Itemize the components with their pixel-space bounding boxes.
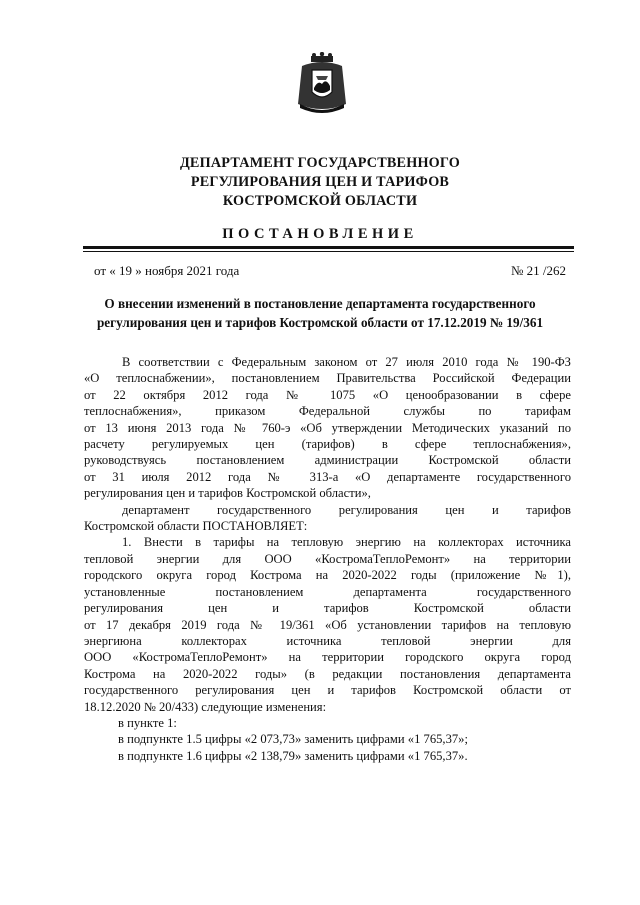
body-line: руководствуясь постановлением администрации Костромской области (84, 453, 571, 468)
body-line: в подпункте 1.6 цифры «2 138,79» заменить цифрами «1 765,37». (118, 748, 468, 763)
subject-line-2: регулирования цен и тарифов Костромской области от 17.12.2019 № 19/361 (96, 315, 544, 330)
body-line: от 17 декабря 2019 года № 19/361 «Об установлении тарифов на тепловую (84, 617, 571, 632)
document-subject (60, 294, 580, 332)
body-line: В соответствии с Федеральным законом от 27 июля 2010 года № 190-ФЗ (122, 355, 571, 369)
body-line: расчету регулируемых цен (тарифов) в сфере теплоснабжения», (84, 437, 571, 452)
body-line: 1. Внести в тарифы на тепловую энергию на коллекторах источника (122, 535, 571, 550)
body-line: Костромской области ПОСТАНОВЛЯЕТ: (84, 519, 308, 534)
body-line: департамент государственного регулирования цен и тарифов (122, 502, 571, 517)
body-line: регулирования цен и тарифов Костромской области (84, 601, 571, 616)
document-number: № 21 /262 (510, 263, 566, 278)
department-line-1: ДЕПАРТАМЕНТ ГОСУДАРСТВЕННОГО (179, 155, 461, 171)
department-name (0, 154, 640, 211)
body-line: государственного регулирования цен и тарифов Костромской области от (84, 683, 571, 698)
document-type: ПОСТАНОВЛЕНИЕ (222, 226, 418, 242)
body-line: городского округа город Кострома на 2020-2022 годы (приложение №1), (84, 568, 571, 583)
body-line: регулирования цен и тарифов Костромской области», (84, 486, 371, 501)
body-line: в подпункте 1.5 цифры «2 073,73» заменить цифрами «1 765,37»; (118, 732, 468, 747)
document-date: от « 19 » ноября 2021 года (94, 263, 240, 278)
date-number-line (94, 263, 566, 279)
body-line: энергиюна коллекторах источника тепловой энергии для (84, 633, 571, 648)
body-line: «О теплоснабжении», постановлением Правительства Российской Федерации (84, 371, 571, 386)
document-body (84, 354, 571, 764)
body-line: Кострома на 2020-2022 годы» (в редакции постановления департамента (84, 666, 571, 681)
department-line-2: РЕГУЛИРОВАНИЯ ЦЕН И ТАРИФОВ (190, 174, 450, 190)
department-line-3: КОСТРОМСКОЙ ОБЛАСТИ (222, 193, 418, 209)
body-line: от 22 октября 2012 года № 1075 «О ценообразовании в сфере (84, 387, 571, 402)
body-line: 18.12.2020 № 20/433) следующие изменения: (84, 699, 327, 714)
body-line: от 31 июля 2012 года № 313-а «О департаменте государственного (84, 469, 571, 484)
body-line: ООО «КостромаТеплоРемонт» на территории городского округа город (84, 650, 571, 665)
header-rule-thick (83, 246, 574, 249)
body-line: от 13 июня 2013 года № 760-э «Об утверждении Методических указаний по (84, 420, 571, 435)
body-line: в пункте 1: (118, 715, 177, 730)
body-line: тепловой энергии для ООО «КостромаТеплоРемонт» на территории (84, 551, 571, 566)
subject-line-1: О внесении изменений в постановление департамента государственного (104, 296, 536, 311)
body-line: теплоснабжения», приказом Федеральной службы по тарифам (84, 404, 571, 419)
body-line: установленные постановлением департамента государственного (84, 584, 571, 599)
header-rule-thin (83, 251, 574, 252)
coat-of-arms-icon (296, 52, 348, 116)
